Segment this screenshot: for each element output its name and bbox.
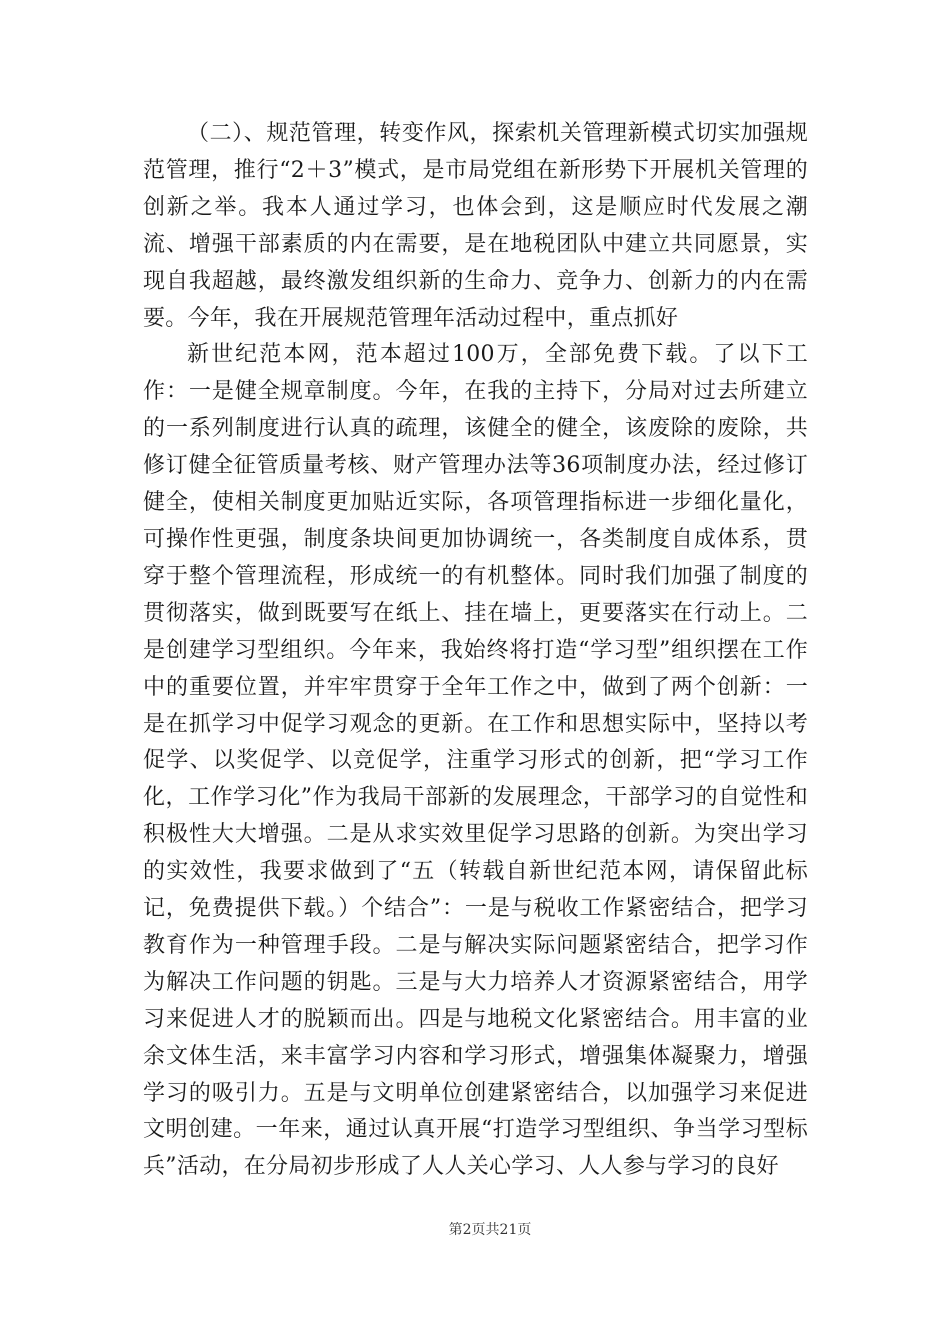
paragraph-2: 新世纪范本网，范本超过100万，全部免费下载。了以下工作：一是健全规章制度。今年，在我的主持下，分局对过去所建立的一系列制度进行认真的疏理，该健全的健全，该废除的废除，共修订健全征管质量考核、财产管理办法等36项制度办法，经过修订健全，使相关制度更加贴近实际，各项管理指标进一步细化量化，可操作性更强，制度条块间更加协调统一，各类制度自成体系，贯穿于整个管理流程，形成统一的有机整体。同时我们加强了制度的贯彻落实，做到既要写在纸上、挂在墙上，更要落实在行动上。二是创建学习型组织。今年来，我始终将打造“学习型”组织摆在工作中的重要位置，并牢牢贯穿于全年工作之中，做到了两个创新：一是在抓学习中促学习观念的更新。在工作和思想实际中，坚持以考促学、以奖促学、以竞促学，注重学习形式的创新，把“学习工作化，工作学习化”作为我局干部新的发展理念，干部学习的自觉性和积极性大大增强。二是从求实效里促学习思路的创新。为突出学习的实效性，我要求做到了“五（转载自新世纪范本网，请保留此标记，免费提供下载。）个结合”：一是与税收工作紧密结合，把学习教育作为一种管理手段。二是与解决实际问题紧密结合，把学习作为解决工作问题的钥匙。三是与大力培养人才资源紧密结合，用学习来促进人才的脱颖而出。四是与地税文化紧密结合。用丰富的业余文体生活，来丰富学习内容和学习形式，增强集体凝聚力，增强学习的吸引力。五是与文明单位创建紧密结合，以加强学习来促进文明创建。一年来，通过认真开展“打造学习型组织、争当学习型标兵”活动，在分局初步形成了人人关心学习、人人参与学习的良好 [143,342,808,1180]
paragraph-1: （二）、规范管理，转变作风，探索机关管理新模式切实加强规范管理，推行“2＋3”模式，是市局党组在新形势下开展机关管理的创新之举。我本人通过学习，也体会到，这是顺应时代发展之潮流、增强干部素质的内在需要，是在地税团队中建立共同愿景，实现自我超越，最终激发组织新的生命力、竞争力、创新力的内在需要。今年，我在开展规范管理年活动过程中，重点抓好 [143,121,808,331]
document-body [143,116,808,1186]
page-number: 第2页共21页 [448,1222,532,1238]
